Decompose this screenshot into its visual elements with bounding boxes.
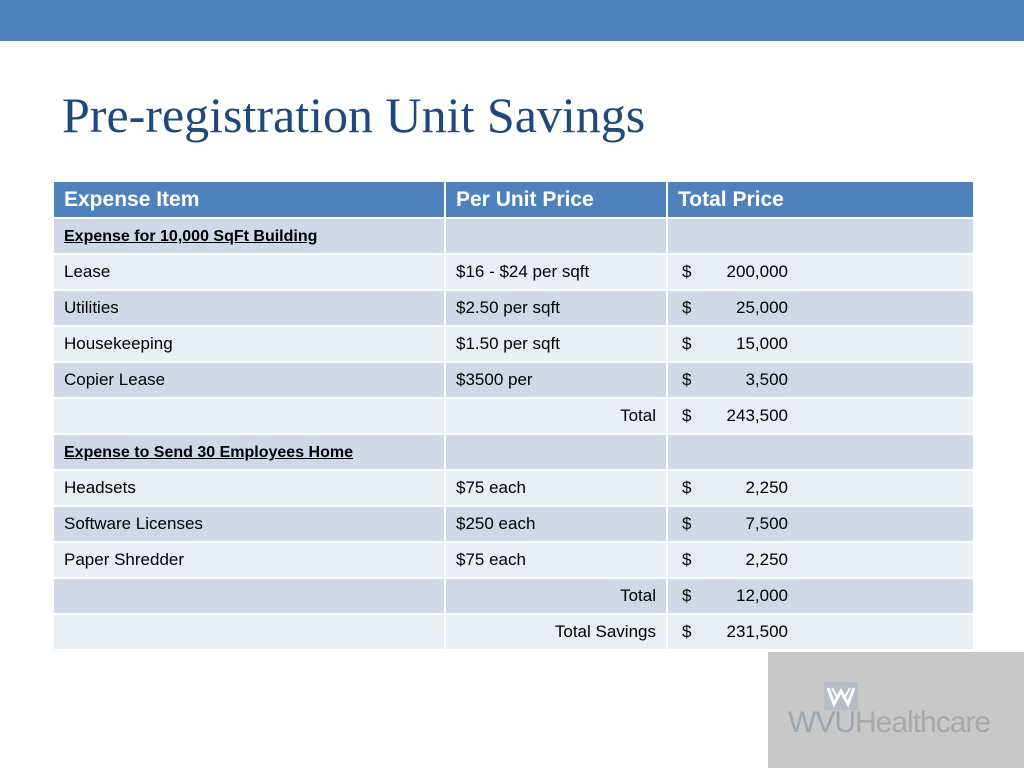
amount-value: 2,250 (745, 478, 788, 497)
table-header-row (53, 181, 974, 218)
per-unit-price-cell: $16 - $24 per sqft (445, 254, 667, 290)
amount (682, 622, 790, 642)
total-price-cell (667, 542, 974, 578)
table-row (53, 362, 974, 398)
section-header-row (53, 434, 974, 470)
total-price-cell (667, 254, 974, 290)
total-price-cell (667, 398, 974, 434)
per-unit-price-cell: $75 each (445, 542, 667, 578)
table-row (53, 542, 974, 578)
amount (682, 514, 790, 534)
expense-table (52, 180, 975, 651)
total-row (53, 578, 974, 614)
total-price-cell (667, 578, 974, 614)
per-unit-price-cell: $75 each (445, 470, 667, 506)
total-price-cell (667, 614, 974, 650)
expense-item-cell: Copier Lease (53, 362, 445, 398)
per-unit-price-cell: $2.50 per sqft (445, 290, 667, 326)
table-row (53, 254, 974, 290)
currency-symbol: $ (682, 262, 692, 281)
currency-symbol: $ (682, 550, 692, 569)
logo-wordmark (788, 706, 990, 740)
wvu-healthcare-logo (768, 652, 1024, 768)
total-price-cell (667, 434, 974, 470)
amount (682, 406, 790, 426)
amount-value: 15,000 (736, 334, 788, 353)
expense-item-cell (53, 614, 445, 650)
logo-wvu-text: WVU (788, 706, 855, 739)
total-price-cell (667, 362, 974, 398)
top-accent-bar (0, 0, 1024, 41)
logo-healthcare-text: Healthcare (855, 706, 991, 739)
expense-item-cell (53, 434, 445, 470)
per-unit-price-cell: $250 each (445, 506, 667, 542)
currency-symbol: $ (682, 298, 692, 317)
currency-symbol: $ (682, 370, 692, 389)
per-unit-price-cell (445, 434, 667, 470)
per-unit-price-cell (445, 218, 667, 254)
currency-symbol: $ (682, 478, 692, 497)
slide-title: Pre-registration Unit Savings (62, 87, 646, 143)
amount-value: 3,500 (745, 370, 788, 389)
expense-item-cell: Headsets (53, 470, 445, 506)
expense-item-cell: Paper Shredder (53, 542, 445, 578)
total-price-cell (667, 470, 974, 506)
header-expense-item: Expense Item (53, 181, 445, 218)
amount-value: 2,250 (745, 550, 788, 569)
amount-value: 25,000 (736, 298, 788, 317)
expense-item-cell: Software Licenses (53, 506, 445, 542)
expense-item-cell: Housekeeping (53, 326, 445, 362)
total-price-cell (667, 290, 974, 326)
amount (682, 334, 790, 354)
table-row (53, 326, 974, 362)
expense-item-cell: Lease (53, 254, 445, 290)
total-row (53, 614, 974, 650)
table-row (53, 470, 974, 506)
currency-symbol: $ (682, 586, 692, 605)
currency-symbol: $ (682, 622, 692, 641)
table-row (53, 290, 974, 326)
amount (682, 370, 790, 390)
amount-value: 231,500 (726, 622, 788, 641)
expense-item-cell: Utilities (53, 290, 445, 326)
amount (682, 550, 790, 570)
currency-symbol: $ (682, 406, 692, 425)
expense-item-cell (53, 218, 445, 254)
expense-item-cell (53, 578, 445, 614)
section-title: Expense to Send 30 Employees Home (64, 444, 353, 461)
per-unit-price-cell: Total (445, 578, 667, 614)
total-price-cell (667, 506, 974, 542)
section-title: Expense for 10,000 SqFt Building (64, 228, 318, 245)
total-price-cell (667, 326, 974, 362)
amount-value: 243,500 (726, 406, 788, 425)
amount-value: 7,500 (745, 514, 788, 533)
per-unit-price-cell: $1.50 per sqft (445, 326, 667, 362)
amount (682, 586, 790, 606)
per-unit-price-cell: Total (445, 398, 667, 434)
amount-value: 200,000 (726, 262, 788, 281)
total-price-cell (667, 218, 974, 254)
currency-symbol: $ (682, 334, 692, 353)
table-body (53, 218, 974, 650)
amount-value: 12,000 (736, 586, 788, 605)
table-row (53, 506, 974, 542)
amount (682, 262, 790, 282)
total-row (53, 398, 974, 434)
expense-item-cell (53, 398, 445, 434)
amount (682, 478, 790, 498)
header-total-price: Total Price (667, 181, 974, 218)
header-per-unit-price: Per Unit Price (445, 181, 667, 218)
per-unit-price-cell: Total Savings (445, 614, 667, 650)
currency-symbol: $ (682, 514, 692, 533)
amount (682, 298, 790, 318)
section-header-row (53, 218, 974, 254)
per-unit-price-cell: $3500 per (445, 362, 667, 398)
